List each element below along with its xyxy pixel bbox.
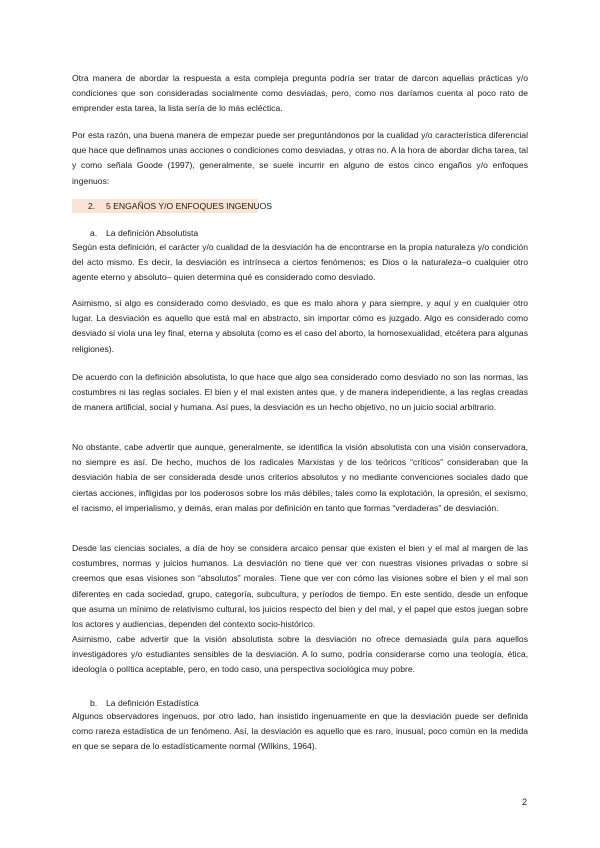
subheading-absolutista bbox=[72, 226, 272, 240]
paragraph-intro: Otra manera de abordar la respuesta a esta compleja pregunta podría ser tratar de darcon aquellas prácticas y/o condiciones que son consideradas socialmente como desviadas, pero, como nos daríamos cuenta al poco rato de emprender esta tarea, la lista sería de lo más ecléctica. bbox=[72, 73, 528, 114]
page-number: 2 bbox=[522, 797, 528, 807]
section-heading-engaños bbox=[72, 199, 273, 213]
subheading-letter: b. bbox=[90, 698, 98, 708]
subheading-title: La definición Estadística bbox=[106, 698, 199, 708]
section-title: 5 ENGAÑOS Y/O ENFOQUES INGENUOS bbox=[106, 201, 273, 211]
paragraph-absolutista-definicion: Según esta definición, el carácter y/o cualidad de la desviación ha de encontrarse en la propia naturaleza y/o condición del acto mismo. Es decir, la desviación es intrínseca a ciertos fenómenos; es Dios o la naturaleza–o cualquier otro agente eterno y absoluto– quien determina qué es considerado como desviado. bbox=[72, 242, 528, 283]
paragraph-absolutista-marxistas: No obstante, cabe advertir que aunque, generalmente, se identifica la visión absolutista con una visión conservadora, no siempre es así. De hecho, muchos de los radicales Marxistas y de los teóricos “críticos” consideraban que la desviación había de ser considerada desde unos criterios absolutos y no mediante convenciones sociales dado que ciertas acciones, infligidas por los poderosos sobre los más débiles, tales como la explotación, la opresión, el sexismo, el racismo, el imperialismo, y demás, eran malas por definición en tanto que formas “verdaderas” de desviación. bbox=[72, 442, 528, 513]
paragraph-estadistica: Algunos observadores ingenuos, por otro lado, han insistido ingenuamente en que la desviación puede ser definida como rareza estadística de un fenómeno. Así, la desviación es aquello que es raro, inusual, poco común en la medida en que se separa de lo estadísticamente normal (Wilkins, 1964). bbox=[72, 711, 528, 752]
paragraph-ciencias-sociales: Desde las ciencias sociales, a día de hoy se considera arcaico pensar que existen el bien y el mal al margen de las costumbres, normas y juicios humanos. La desviación no tiene que ver con nuestras visiones privadas o sobre si creemos que esas visiones son “absolutos” morales. Tiene que ver con cómo las visiones sobre el bien y el mal son diferentes en cada sociedad, grupo, categoría, subcultura, y períodos de tiempo. En este sentido, desde un enfoque que asuma un mínimo de relativismo cultural, los juicios respecto del bien y del mal, y el papel que estos juegan sobre los actores y audiencias, dependen del contexto socio-histórico. bbox=[72, 543, 528, 630]
subheading-title: La definición Absolutista bbox=[106, 228, 199, 238]
paragraph-goode: Por esta razón, una buena manera de empezar puede ser preguntándonos por la cualidad y/o característica diferencial que hace que definamos unas acciones o condiciones como desviadas, y otras no. A la hora de abordar dicha tarea, tal y como señala Goode (1997), generalmente, se suele incurrir en alguno de estos cinco engaños y/o enfoques ingenuos: bbox=[72, 130, 528, 186]
document-page bbox=[72, 0, 528, 848]
subheading-letter: a. bbox=[90, 228, 98, 238]
paragraph-absolutista-normas: De acuerdo con la definición absolutista, lo que hace que algo sea considerado como desviado no son las normas, las costumbres ni las reglas sociales. El bien y el mal existen antes que, y de manera independiente, a las reglas creadas de manera artificial, social y humana. Así pues, la desviación es un hecho objetivo, no un juicio social arbitrario. bbox=[72, 372, 528, 413]
subheading-estadistica bbox=[72, 696, 272, 710]
paragraph-vision-absolutista-guia: Asimismo, cabe advertir que la visión absolutista sobre la desviación no ofrece demasiada guía para aquellos investigadores y/o estudiantes sensibles de la desviación. A lo sumo, podría considerarse como una teología, ética, ideología o política aceptable, pero, en todo caso, una perspectiva sociológica muy pobre. bbox=[72, 634, 528, 675]
paragraph-absolutista-malo: Asimismo, si algo es considerado como desviado, es que es malo ahora y para siempre, y aquí y en cualquier otro lugar. La desviación es aquello que está mal en abstracto, sin importar cómo es juzgado. Algo es considerado como desviado si viola una ley final, eterna y absoluta (como es el caso del aborto, la homosexualidad, etcétera para algunas religiones). bbox=[72, 298, 528, 354]
section-number: 2. bbox=[88, 201, 96, 211]
